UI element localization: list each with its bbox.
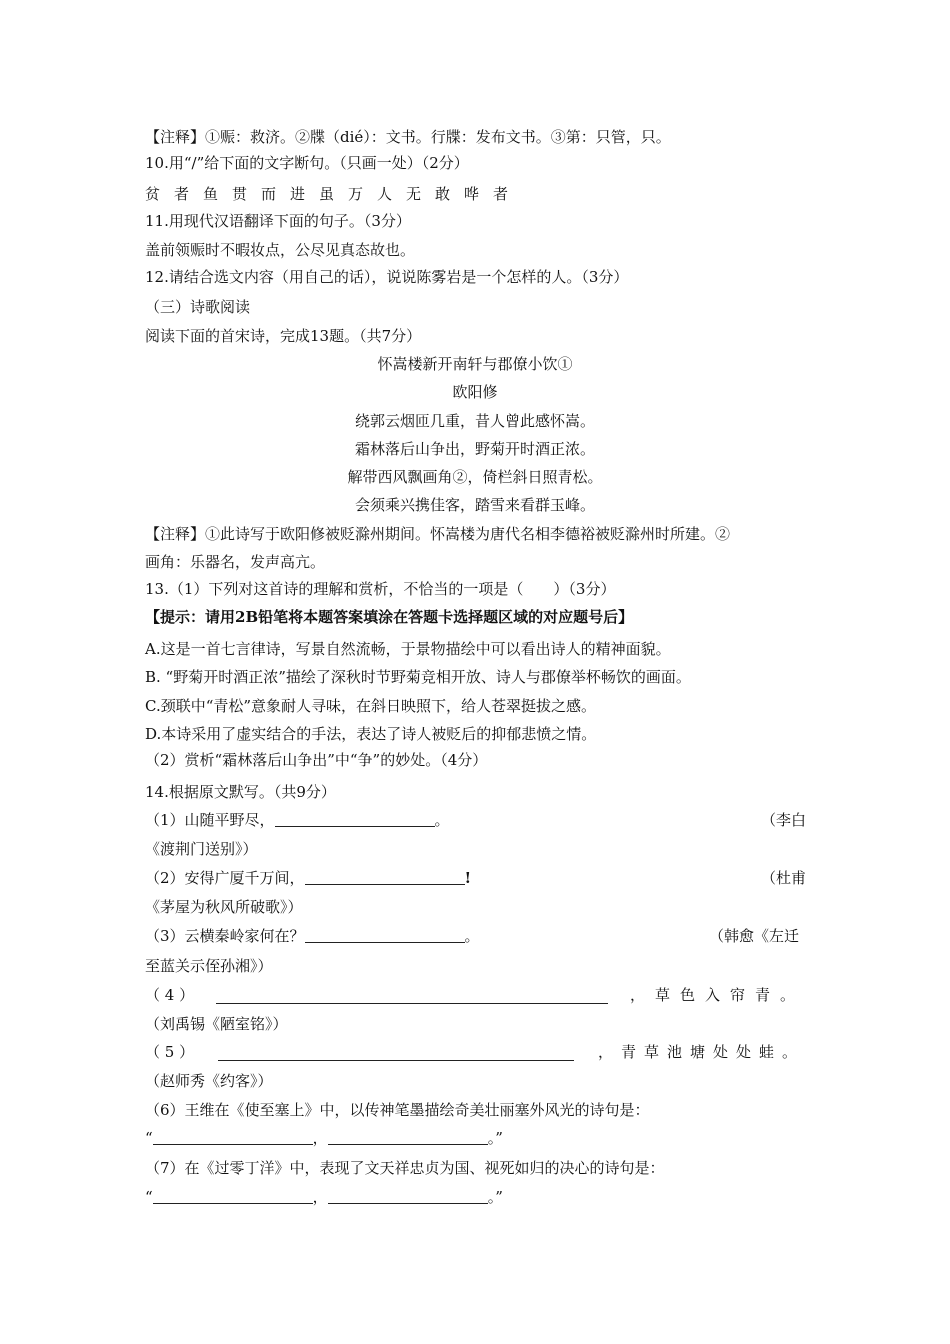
dictation-item-7: （7）在《过零丁洋》中，表现了文天祥忠贞为国、视死如归的决心的诗句是：	[145, 1159, 665, 1177]
note-2-line-1: 【注释】①此诗写于欧阳修被贬滁州期间。怀嵩楼为唐代名相李德裕被贬滁州时所建。②	[145, 525, 731, 543]
poem-title: 怀嵩楼新开南轩与郡僚小饮①	[377, 355, 573, 373]
question-14: 14.根据原文默写。（共9分）	[145, 783, 336, 801]
dictation-item-3: （3）云横秦岭家何在？ 。	[145, 927, 480, 945]
q10-char: 敢	[435, 185, 451, 203]
dictation-item-7-answer: “ ， 。”	[145, 1188, 503, 1206]
question-12: 12.请结合选文内容（用自己的话），说说陈雾岩是一个怎样的人。（3分）	[145, 268, 629, 286]
dictation-item-1-source-b: 《渡荆门送别》）	[145, 840, 258, 858]
option-b: B. “野菊开时酒正浓”描绘了深秋时节野菊竞相开放、诗人与郡僚举杯畅饮的画面。	[145, 668, 691, 686]
answer-blank[interactable]	[328, 1128, 488, 1145]
poem-author: 欧阳修	[452, 383, 498, 401]
answer-blank[interactable]	[305, 926, 465, 943]
dictation-item-6-answer: “ ， 。”	[145, 1129, 503, 1147]
poem-line: 霜林落后山争出，野菊开时酒正浓。	[354, 440, 595, 458]
q10-char: 虽	[319, 185, 335, 203]
q10-char: 无	[406, 185, 422, 203]
dictation-item-5: （ 5 ） ，青草池塘处处蛙。	[145, 1043, 805, 1061]
q10-char: 人	[377, 185, 393, 203]
section-3-heading: （三）诗歌阅读	[145, 298, 251, 316]
dictation-item-1-source-a: （李白	[761, 811, 807, 829]
option-d: D.本诗采用了虚实结合的手法，表达了诗人被贬后的抑郁悲愤之情。	[145, 725, 597, 743]
answer-blank[interactable]	[305, 868, 465, 885]
question-13-2: （2）赏析“霜林落后山争出”中“争”的妙处。（4分）	[145, 751, 488, 769]
answer-blank[interactable]	[328, 1187, 488, 1204]
answer-blank[interactable]	[218, 1044, 574, 1061]
question-10-text	[145, 183, 522, 205]
dictation-item-4-source: （刘禹锡《陋室铭》）	[145, 1015, 288, 1033]
dictation-item-2-source-a: （杜甫	[761, 869, 807, 887]
answer-blank[interactable]	[153, 1128, 313, 1145]
option-a: A.这是一首七言律诗，写景自然流畅，于景物描绘中可以看出诗人的精神面貌。	[145, 640, 671, 658]
poem-line: 会须乘兴携佳客，踏雪来看群玉峰。	[354, 496, 595, 514]
question-11: 11.用现代汉语翻译下面的句子。（3分）	[145, 212, 411, 230]
dictation-item-1: （1）山随平野尽， 。	[145, 811, 450, 829]
option-c: C.颈联中“青松”意象耐人寻味，在斜日映照下，给人苍翠挺拔之感。	[145, 697, 597, 715]
dictation-item-2: （2）安得广厦千万间， !	[145, 869, 472, 887]
q10-char: 者	[174, 185, 190, 203]
dictation-item-3-source-a: （韩愈《左迁	[709, 927, 800, 945]
answer-blank[interactable]	[275, 810, 435, 827]
q10-char: 贯	[232, 185, 248, 203]
question-13-hint: 【提示：请用2B铅笔将本题答案填涂在答题卡选择题区域的对应题号后】	[145, 608, 634, 626]
q10-char: 者	[493, 185, 509, 203]
dictation-item-4: （ 4 ） ，草色入帘青。	[145, 986, 805, 1004]
section-3-intro: 阅读下面的首宋诗，完成13题。（共7分）	[145, 327, 422, 345]
q10-char: 哗	[464, 185, 480, 203]
poem-line: 绕郭云烟匝几重，昔人曾此感怀嵩。	[354, 412, 595, 430]
question-11-sentence: 盖前领赈时不暇妆点，公尽见真态故也。	[145, 241, 416, 259]
dictation-item-3-source-b: 至蓝关示侄孙湘》）	[145, 957, 273, 975]
question-13-1: 13.（1）下列对这首诗的理解和赏析，不恰当的一项是（ ）（3分）	[145, 580, 616, 598]
poem-line: 解带西风飘画角②，倚栏斜日照青松。	[347, 468, 603, 486]
note-1: 【注释】①赈：救济。②牒（dié）：文书。行牒：发布文书。③第：只管，只。	[145, 128, 671, 146]
q10-char: 鱼	[203, 185, 219, 203]
question-10: 10.用“/”给下面的文字断句。（只画一处）（2分）	[145, 154, 469, 172]
note-2-line-2: 画角：乐器名，发声高亢。	[145, 553, 326, 571]
answer-blank[interactable]	[216, 987, 608, 1004]
dictation-item-5-source: （赵师秀《约客》）	[145, 1072, 273, 1090]
dictation-item-6: （6）王维在《使至塞上》中，以传神笔墨描绘奇美壮丽塞外风光的诗句是：	[145, 1101, 650, 1119]
q10-char: 而	[261, 185, 277, 203]
dictation-item-2-source-b: 《茅屋为秋风所破歌》）	[145, 898, 303, 916]
q10-char: 进	[290, 185, 306, 203]
answer-blank[interactable]	[153, 1187, 313, 1204]
q10-char: 万	[348, 185, 364, 203]
q10-char: 贫	[145, 185, 161, 203]
